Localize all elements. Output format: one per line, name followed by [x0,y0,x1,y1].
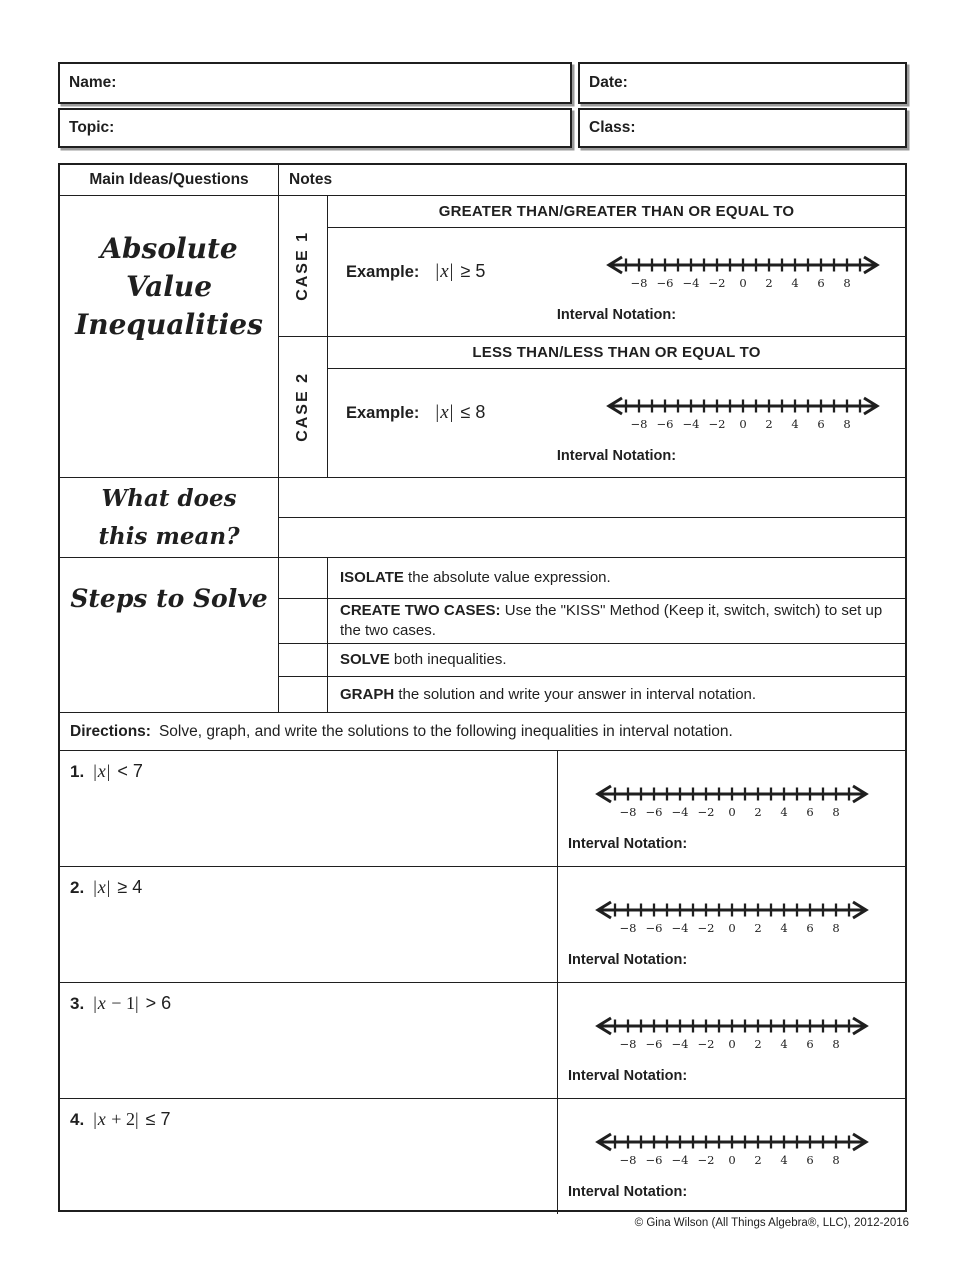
steps-section-title: Steps to Solve [60,558,279,712]
step-number-cell [279,599,328,643]
svg-text:−2: −2 [697,1037,714,1051]
what-answer-row-1[interactable] [279,478,905,517]
case-2-label: CASE 2 [294,372,311,442]
step-bold: CREATE TWO CASES: [340,601,501,619]
svg-text:−8: −8 [619,805,636,819]
case-2-example [346,402,485,424]
what-answer-row-2[interactable] [279,517,905,557]
problem-number: 1. [70,762,85,781]
svg-text:0: 0 [727,805,736,819]
step-row-solve [279,643,905,677]
svg-text:−6: −6 [645,1037,662,1051]
svg-text:4: 4 [779,805,788,819]
number-line [593,391,893,435]
svg-text:0: 0 [739,276,747,290]
problem-2-answer-area[interactable] [558,867,905,982]
class-field[interactable] [578,108,907,148]
step-text: the absolute value expression. [403,568,611,586]
interval-notation-label: Interval Notation: [556,448,677,464]
notes-table [58,163,907,1212]
interval-notation-label: Interval Notation: [568,952,688,968]
svg-text:−2: −2 [697,1153,714,1167]
example-label: Example: [346,263,420,281]
svg-text:2: 2 [765,417,773,431]
svg-text:−8: −8 [619,1153,636,1167]
problem-number: 2. [70,878,85,897]
svg-text:−6: −6 [645,921,662,935]
what-section-title [60,478,279,557]
main-ideas-header: Main Ideas/Questions [60,165,279,195]
number-line [582,779,882,823]
problem-row-3 [60,982,905,1098]
title-line-1: Absolute Value [100,232,238,303]
interval-notation-label: Interval Notation: [568,1068,688,1084]
svg-text:−4: −4 [671,1153,688,1167]
svg-text:8: 8 [831,921,840,935]
header-fields [58,62,907,152]
name-field-label: Name: [69,74,117,91]
step-number-cell [279,644,328,677]
what-section [60,477,905,557]
svg-text:−4: −4 [671,1037,688,1051]
svg-text:0: 0 [727,1153,736,1167]
problem-row-1 [60,750,905,866]
what-title-line-2: this mean? [98,522,240,550]
svg-text:0: 0 [727,1037,736,1051]
interval-notation-label: Interval Notation: [556,307,677,323]
problem-4-expression: |x + 2| ≤ 7 [93,1109,171,1129]
svg-text:−4: −4 [671,805,688,819]
copyright-notice: © Gina Wilson (All Things Algebra®, LLC), 2012-2016 [634,1217,909,1229]
case-2-label-cell [279,337,328,477]
svg-text:2: 2 [753,805,762,819]
svg-text:−4: −4 [682,276,700,290]
problem-row-4 [60,1098,905,1214]
svg-text:0: 0 [727,921,736,935]
problem-2-work-area[interactable] [60,867,558,982]
problem-3-answer-area[interactable] [558,983,905,1098]
svg-text:6: 6 [817,417,825,431]
step-row-create-cases [279,598,905,643]
topic-field-label: Topic: [69,119,115,136]
directions-label: Directions: [70,722,151,740]
step-row-graph [279,676,905,712]
svg-text:−2: −2 [697,805,714,819]
case-1-example [346,261,485,283]
directions-row [60,712,905,750]
step-bold: ISOLATE [340,568,404,586]
step-text: the solution and write your answer in interval notation. [394,685,757,703]
svg-text:8: 8 [831,805,840,819]
svg-text:6: 6 [805,805,814,819]
svg-text:4: 4 [779,1037,788,1051]
svg-text:8: 8 [843,417,851,431]
date-field-label: Date: [589,74,628,91]
worksheet-title [60,196,279,477]
svg-text:8: 8 [831,1037,840,1051]
svg-text:8: 8 [843,276,851,290]
svg-text:4: 4 [779,921,788,935]
name-field[interactable] [58,62,572,104]
number-line [582,895,882,939]
problem-4-answer-area[interactable] [558,1099,905,1214]
notes-header: Notes [289,171,333,188]
problem-1-work-area[interactable] [60,751,558,866]
cases-section [60,195,905,477]
problem-1-answer-area[interactable] [558,751,905,866]
case-1-header: GREATER THAN/GREATER THAN OR EQUAL TO [328,196,905,228]
svg-text:2: 2 [753,1153,762,1167]
svg-text:6: 6 [805,1037,814,1051]
problem-1-expression: |x| < 7 [93,761,143,781]
svg-text:4: 4 [791,276,799,290]
class-field-label: Class: [589,119,636,136]
step-text: Use the "KISS" Method (Keep it, switch, switch) to set up the two cases. [340,601,883,639]
svg-text:4: 4 [779,1153,788,1167]
case-1-block [279,196,905,336]
svg-text:8: 8 [831,1153,840,1167]
number-line [582,1011,882,1055]
svg-text:−6: −6 [656,276,674,290]
problem-2-expression: |x| ≥ 4 [93,877,143,897]
svg-text:2: 2 [765,276,773,290]
svg-text:4: 4 [791,417,799,431]
directions-text: Solve, graph, and write the solutions to the following inequalities in interval notation. [158,722,733,740]
problem-number: 4. [70,1110,85,1129]
case-2-header: LESS THAN/LESS THAN OR EQUAL TO [328,337,905,369]
svg-text:−4: −4 [682,417,700,431]
interval-notation-label: Interval Notation: [568,836,688,852]
what-title-line-1: What does [101,484,237,512]
svg-text:6: 6 [805,921,814,935]
svg-text:−2: −2 [708,417,726,431]
case-1-label: CASE 1 [294,231,311,301]
case-2-expression: |x| ≤ 8 [435,402,486,423]
date-field[interactable] [578,62,907,104]
svg-text:6: 6 [817,276,825,290]
svg-text:2: 2 [753,921,762,935]
case-1-expression: |x| ≥ 5 [435,261,486,282]
svg-text:−8: −8 [630,417,648,431]
svg-text:−6: −6 [645,805,662,819]
step-number-cell [279,677,328,712]
problem-3-expression: |x − 1| > 6 [93,993,172,1013]
svg-text:−4: −4 [671,921,688,935]
svg-text:−8: −8 [619,921,636,935]
svg-text:−2: −2 [708,276,726,290]
svg-text:−2: −2 [697,921,714,935]
number-line [593,250,893,294]
case-2-block [279,336,905,477]
step-row-isolate [279,558,905,598]
svg-text:−8: −8 [630,276,648,290]
topic-field[interactable] [58,108,572,148]
svg-text:−6: −6 [656,417,674,431]
step-text: both inequalities. [389,651,507,669]
table-header-row [60,165,905,195]
step-number-cell [279,558,328,598]
problem-number: 3. [70,994,85,1013]
problem-3-work-area[interactable] [60,983,558,1098]
svg-text:2: 2 [753,1037,762,1051]
step-bold: SOLVE [340,651,390,669]
number-line [582,1127,882,1171]
problem-row-2 [60,866,905,982]
example-label: Example: [346,404,420,422]
steps-section [60,557,905,712]
problem-4-work-area[interactable] [60,1099,558,1214]
svg-text:6: 6 [805,1153,814,1167]
title-line-2: Inequalities [75,307,263,341]
case-1-label-cell [279,196,328,336]
svg-text:0: 0 [739,417,747,431]
svg-text:−8: −8 [619,1037,636,1051]
svg-text:−6: −6 [645,1153,662,1167]
interval-notation-label: Interval Notation: [568,1184,688,1200]
step-bold: GRAPH [340,685,395,703]
